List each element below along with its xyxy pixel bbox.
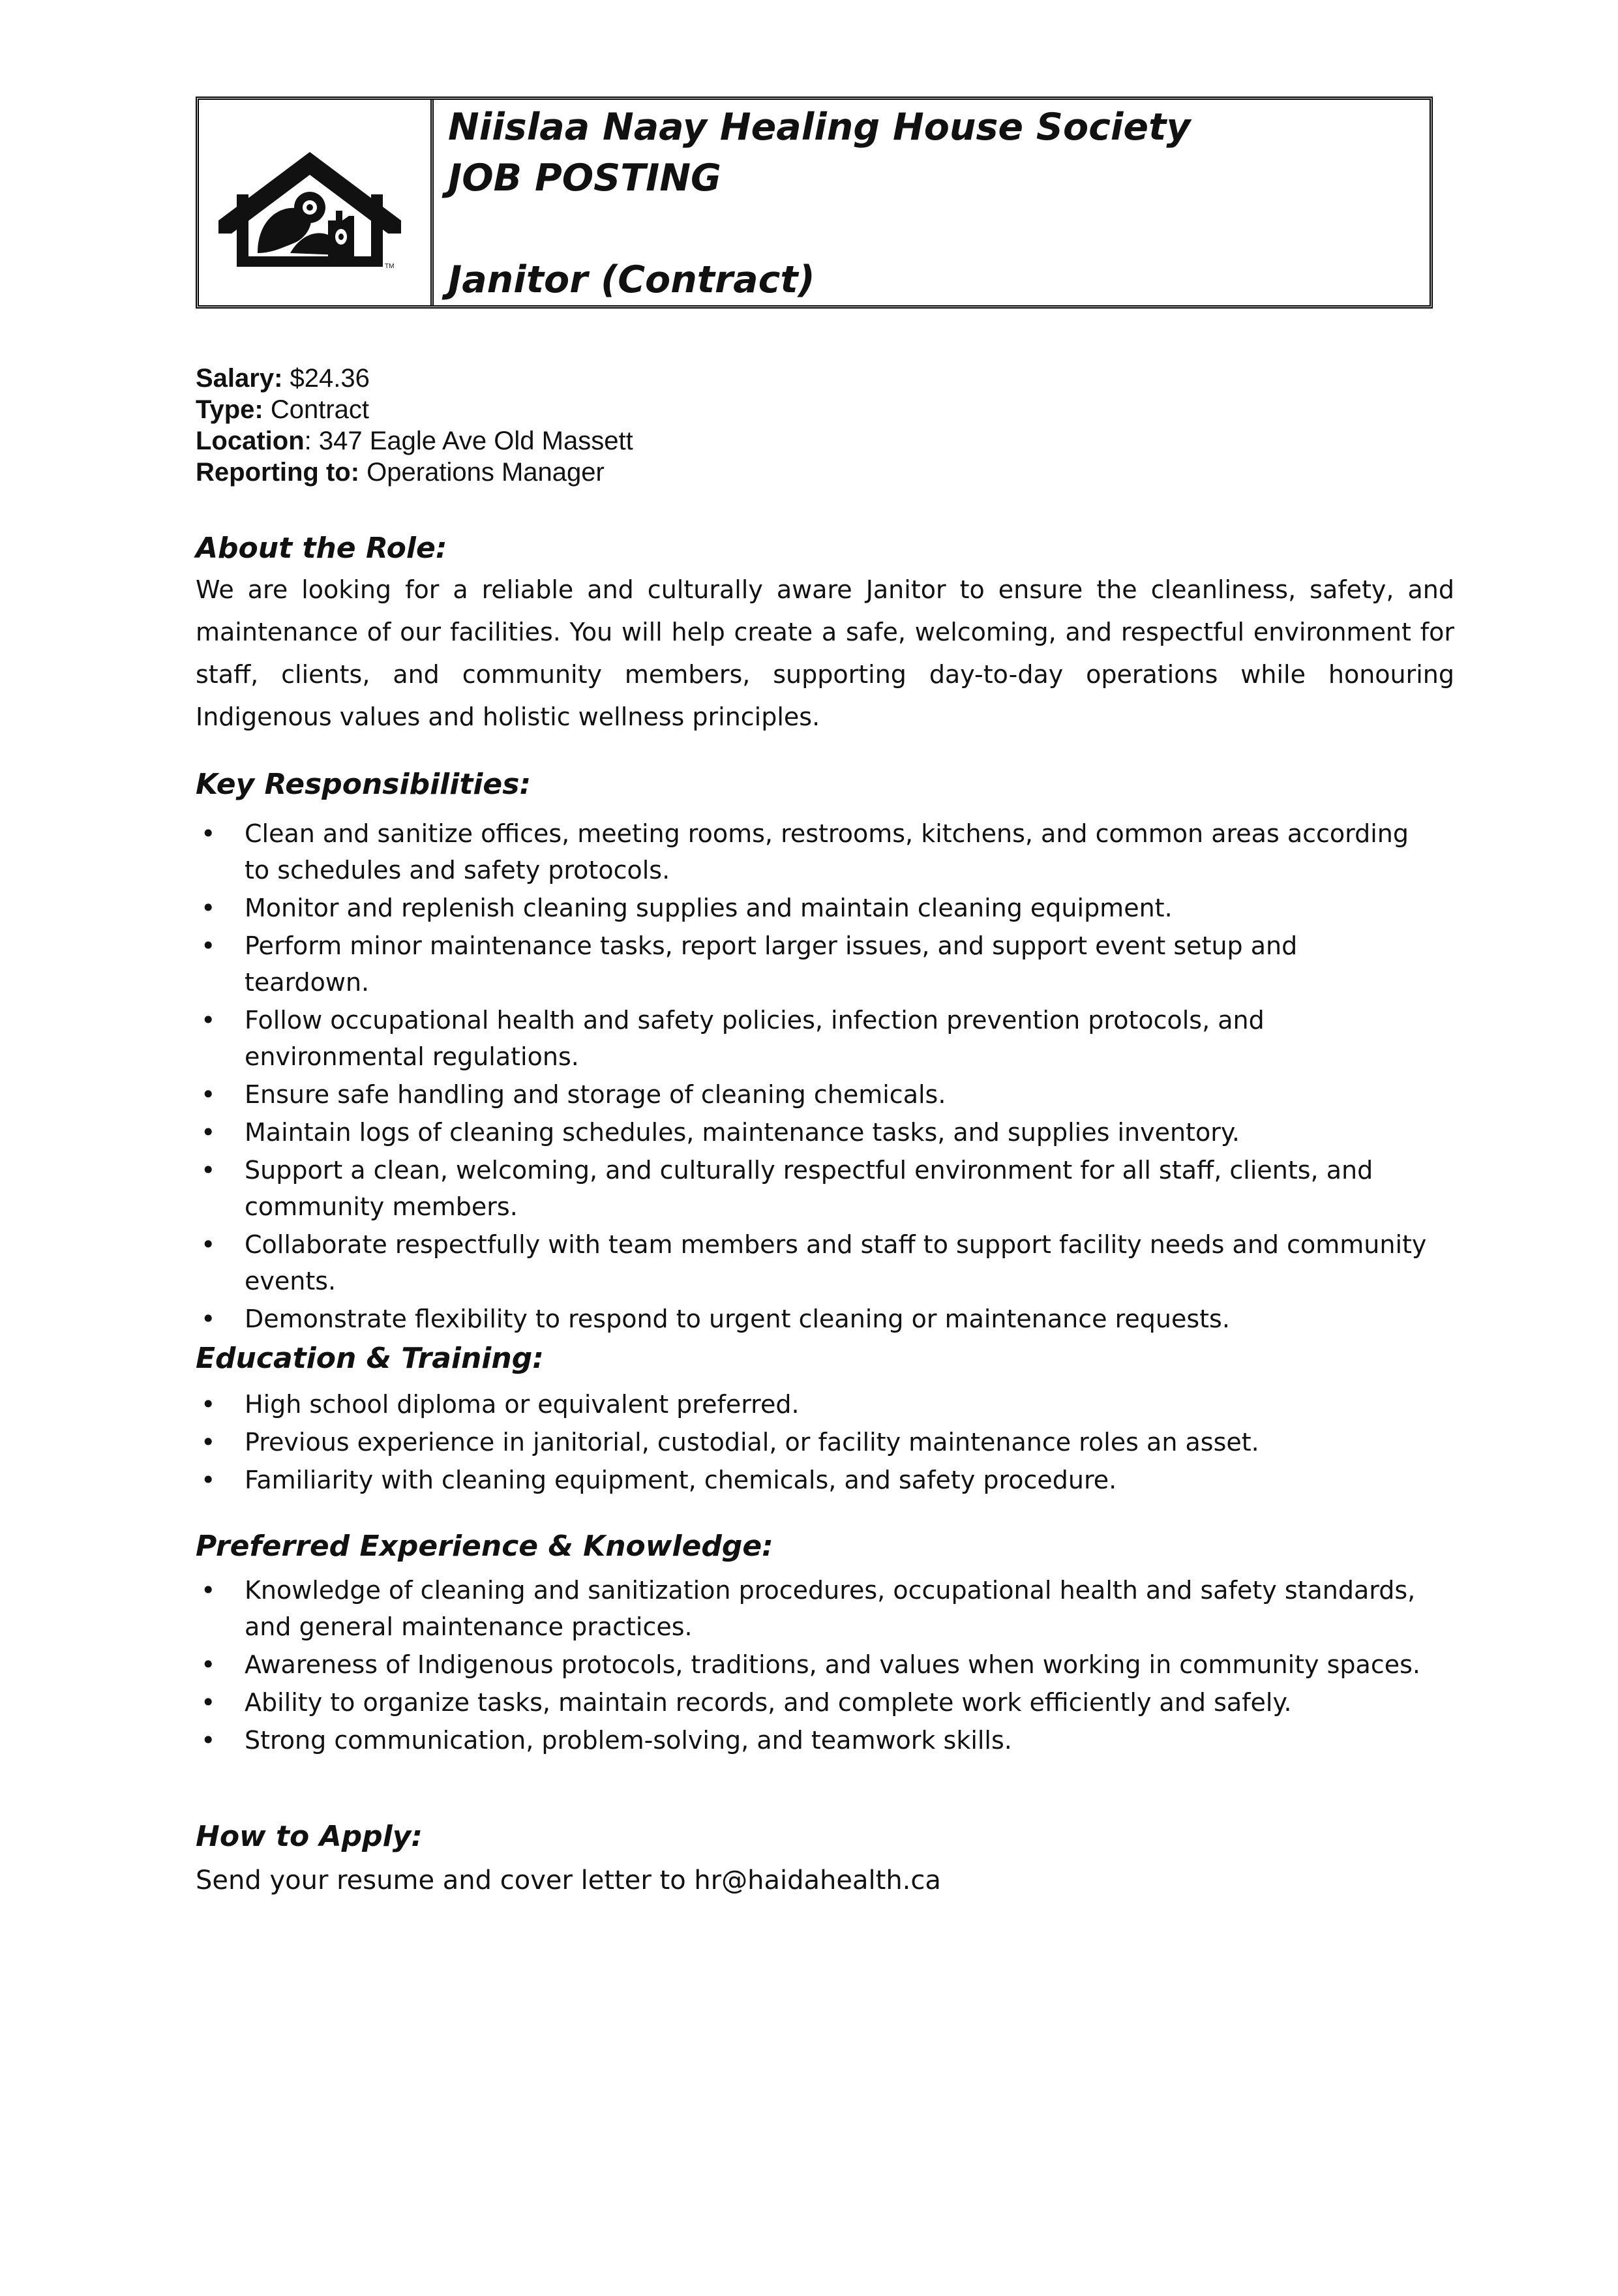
list-item: • Perform minor maintenance tasks, report larger issues, and support event setup and teardown. bbox=[196, 928, 1428, 1001]
list-item: • Maintain logs of cleaning schedules, maintenance tasks, and supplies inventory. bbox=[196, 1114, 1428, 1151]
responsibilities-list bbox=[196, 815, 1428, 1338]
location-value: : 347 Eagle Ave Old Massett bbox=[304, 427, 633, 455]
list-item: • Familiarity with cleaning equipment, chemicals, and safety procedure. bbox=[196, 1462, 1428, 1498]
job-meta bbox=[196, 363, 633, 488]
location-row bbox=[196, 425, 633, 457]
list-item: • Strong communication, problem-solving, and teamwork skills. bbox=[196, 1722, 1428, 1759]
type-label: Type: bbox=[196, 395, 263, 424]
list-item: • High school diploma or equivalent preferred. bbox=[196, 1386, 1428, 1423]
experience-list bbox=[196, 1572, 1428, 1760]
location-label: Location bbox=[196, 427, 305, 455]
apply-instructions: Send your resume and cover letter to hr@haidahealth.ca bbox=[196, 1865, 941, 1896]
posting-label: JOB POSTING bbox=[448, 157, 721, 200]
about-paragraph: We are looking for a reliable and culturally aware Janitor to ensure the cleanliness, safety, and maintenance of our facilities. You will help create a safe, welcoming, and respectful environment for staff, clients, and community members, supporting day-to-day operations while honouring Indigenous values and holistic wellness principles. bbox=[196, 575, 1454, 731]
logo-cell bbox=[199, 100, 434, 305]
list-item: • Support a clean, welcoming, and culturally respectful environment for all staff, clients, and community members. bbox=[196, 1152, 1428, 1225]
list-item: • Awareness of Indigenous protocols, traditions, and values when working in community spaces. bbox=[196, 1646, 1428, 1683]
list-item: • Ability to organize tasks, maintain records, and complete work efficiently and safely. bbox=[196, 1684, 1428, 1721]
list-item: • Clean and sanitize offices, meeting rooms, restrooms, kitchens, and common areas according to schedules and safety protocols. bbox=[196, 815, 1428, 888]
salary-label: Salary: bbox=[196, 364, 283, 393]
type-value: Contract bbox=[263, 395, 370, 424]
education-heading: Education & Training: bbox=[196, 1342, 544, 1375]
list-item: • Knowledge of cleaning and sanitization procedures, occupational health and safety standards, and general maintenance practices. bbox=[196, 1572, 1428, 1645]
about-heading: About the Role: bbox=[196, 532, 447, 565]
list-item: • Follow occupational health and safety policies, infection prevention protocols, and environmental regulations. bbox=[196, 1002, 1428, 1075]
apply-heading: How to Apply: bbox=[196, 1820, 423, 1853]
list-item: • Demonstrate flexibility to respond to urgent cleaning or maintenance requests. bbox=[196, 1301, 1428, 1337]
header-box bbox=[196, 97, 1433, 309]
education-list bbox=[196, 1386, 1428, 1500]
salary-row bbox=[196, 363, 633, 394]
salary-value: $24.36 bbox=[282, 364, 370, 393]
reporting-row bbox=[196, 457, 633, 488]
healing-house-logo-icon bbox=[212, 145, 408, 276]
org-name: Niislaa Naay Healing House Society bbox=[448, 106, 1191, 149]
list-item: • Monitor and replenish cleaning supplies and maintain cleaning equipment. bbox=[196, 890, 1428, 926]
list-item: • Collaborate respectfully with team members and staff to support facility needs and community events. bbox=[196, 1226, 1428, 1299]
list-item: • Previous experience in janitorial, custodial, or facility maintenance roles an asset. bbox=[196, 1424, 1428, 1460]
responsibilities-heading: Key Responsibilities: bbox=[196, 768, 532, 801]
experience-heading: Preferred Experience & Knowledge: bbox=[196, 1530, 773, 1563]
job-title: Janitor (Contract) bbox=[448, 258, 815, 301]
reporting-label: Reporting to: bbox=[196, 458, 360, 487]
type-row bbox=[196, 394, 633, 425]
title-cell bbox=[434, 100, 1430, 305]
logo-trademark: TM bbox=[385, 263, 395, 270]
list-item: • Ensure safe handling and storage of cleaning chemicals. bbox=[196, 1076, 1428, 1113]
reporting-value: Operations Manager bbox=[359, 458, 605, 487]
